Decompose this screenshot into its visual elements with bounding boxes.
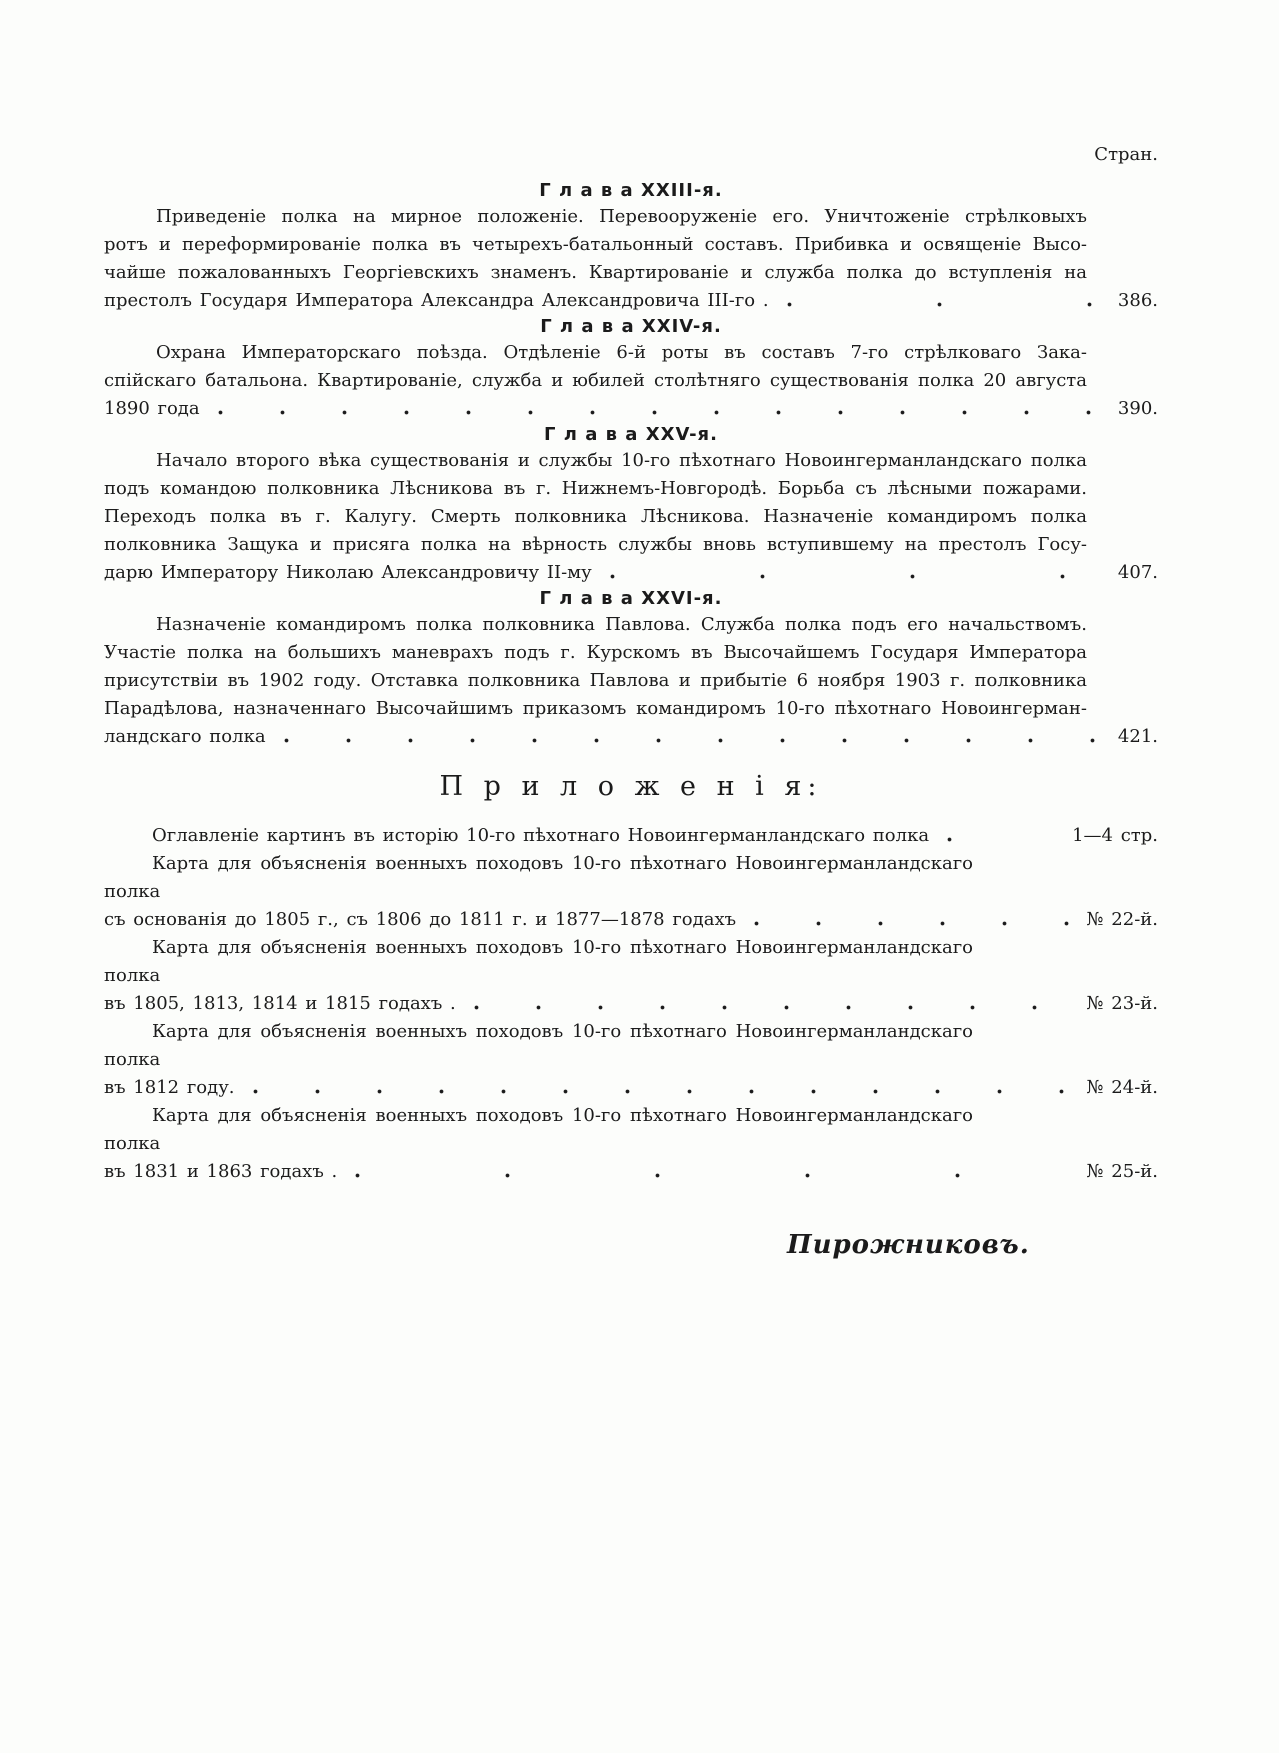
page-number: 386. <box>1117 290 1158 311</box>
appendix-item-line: Карта для объясненія военныхъ походовъ 10-го пѣхотнаго Новоингерманландскаго полка <box>104 1105 973 1154</box>
chapter-entry-25 <box>104 423 1158 587</box>
dot-leader <box>474 1005 1073 1010</box>
appendix-item-text: въ 1805, 1813, 1814 и 1815 годахъ . <box>104 993 456 1014</box>
page-number: 407. <box>1117 562 1158 583</box>
page-content <box>104 0 1158 1262</box>
chapter-text-line: Приведеніе полка на мирное положеніе. Перевооруженіе его. Уничтоженіе стрѣлковыхъ <box>156 206 1087 227</box>
appendix-item-2 <box>104 850 1158 934</box>
chapter-entry-23 <box>104 179 1158 315</box>
appendix-item-ref: 1—4 стр. <box>1072 825 1158 846</box>
pages-column-label: Стран. <box>1094 144 1158 165</box>
appendix-item-line <box>104 822 1158 850</box>
chapter-heading: Г л а в а XXIV-я. <box>540 316 722 337</box>
appendix-item-line <box>104 1074 1158 1102</box>
chapter-text-line: присутствіи въ 1902 году. Отставка полковника Павлова и прибытіе 6 ноября 1903 г. полковника <box>104 670 1087 691</box>
dot-leader <box>218 410 1104 415</box>
dot-leader <box>284 738 1104 743</box>
chapter-heading: Г л а в а XXVI-я. <box>539 588 723 609</box>
appendix-item-5 <box>104 1102 1158 1186</box>
chapter-text-line: Начало второго вѣка существованія и службы 10-го пѣхотнаго Новоингерманландскаго полка <box>156 450 1087 471</box>
dot-leader <box>355 1173 1072 1178</box>
chapter-text-line: спійскаго батальона. Квартированіе, служба и юбилей столѣтняго существованія полка 20 августа <box>104 370 1087 391</box>
appendix-item-text: Оглавленіе картинъ въ исторію 10-го пѣхотнаго Новоингерманландскаго полка <box>152 825 930 846</box>
appendix-item-text: въ 1831 и 1863 годахъ . <box>104 1161 338 1182</box>
appendix-item-line <box>104 906 1158 934</box>
dot-leader <box>947 837 1058 842</box>
appendix-item-text: въ 1812 году. <box>104 1077 235 1098</box>
appendix-item-line: Карта для объясненія военныхъ походовъ 10-го пѣхотнаго Новоингерманландскаго полка <box>104 853 973 902</box>
chapter-last-line-text: дарю Императору Николаю Александровичу II-му <box>104 562 592 583</box>
appendix-item-line <box>104 990 1158 1018</box>
appendix-item-ref: № 23-й. <box>1086 993 1158 1014</box>
page-number: 421. <box>1117 726 1158 747</box>
dot-leader <box>610 574 1104 579</box>
page-number: 390. <box>1117 398 1158 419</box>
chapter-last-line <box>104 559 1158 587</box>
chapter-text-line: Назначеніе командиромъ полка полковника Павлова. Служба полка подъ его начальствомъ. <box>156 614 1087 635</box>
chapter-entry-24 <box>104 315 1158 423</box>
chapter-text-line: чайше пожалованныхъ Георгіевскихъ знаменъ. Квартированіе и служба полка до вступленія на <box>104 262 1087 283</box>
appendix-item-text: съ основанія до 1805 г., съ 1806 до 1811 г. и 1877—1878 годахъ <box>104 909 737 930</box>
chapter-heading: Г л а в а XXIII-я. <box>539 180 723 201</box>
appendix-item-1 <box>104 822 1158 850</box>
chapter-text-line: Участіе полка на большихъ маневрахъ подъ г. Курскомъ въ Высочайшемъ Государя Императора <box>104 642 1087 663</box>
appendix-item-4 <box>104 1018 1158 1102</box>
chapter-text-line: Охрана Императорскаго поѣзда. Отдѣленіе 6-й роты въ составъ 7-го стрѣлковаго Зака- <box>156 342 1087 363</box>
chapter-last-line <box>104 395 1158 423</box>
dot-leader <box>787 302 1104 307</box>
dot-leader <box>754 921 1072 926</box>
appendix-item-ref: № 25-й. <box>1086 1161 1158 1182</box>
appendix-item-line <box>104 1158 1158 1186</box>
chapter-last-line <box>104 287 1158 315</box>
chapter-last-line <box>104 723 1158 751</box>
signature: Пирожниковъ. <box>787 1230 1030 1260</box>
appendix-item-ref: № 22-й. <box>1086 909 1158 930</box>
appendix-item-line: Карта для объясненія военныхъ походовъ 10-го пѣхотнаго Новоингерманландскаго полка <box>104 1021 973 1070</box>
chapter-entry-26 <box>104 587 1158 751</box>
appendix-item-ref: № 24-й. <box>1086 1077 1158 1098</box>
chapter-heading: Г л а в а XXV-я. <box>544 424 718 445</box>
chapter-last-line-text: престолъ Государя Императора Александра Александровича III-го . <box>104 290 769 311</box>
chapter-text-line: ротъ и переформированіе полка въ четырехъ-батальонный составъ. Прибивка и освященіе Высо- <box>104 234 1087 255</box>
chapter-last-line-text: 1890 года <box>104 398 200 419</box>
appendix-heading: П р и л о ж е н і я: <box>439 771 823 802</box>
chapter-text-line: подъ командою полковника Лѣсникова въ г. Нижнемъ-Новгородѣ. Борьба съ лѣсными пожарами. <box>104 478 1087 499</box>
chapter-text-line: полковника Защука и присяга полка на вѣрность службы вновь вступившему на престолъ Госу- <box>104 534 1087 555</box>
dot-leader <box>253 1089 1073 1094</box>
appendix-item-line: Карта для объясненія военныхъ походовъ 10-го пѣхотнаго Новоингерманландскаго полка <box>104 937 973 986</box>
chapter-text-line: Парадѣлова, назначеннаго Высочайшимъ приказомъ командиромъ 10-го пѣхотнаго Новоингерман- <box>104 698 1087 719</box>
chapter-last-line-text: ландскаго полка <box>104 726 266 747</box>
appendix-item-3 <box>104 934 1158 1018</box>
chapter-text-line: Переходъ полка въ г. Калугу. Смерть полковника Лѣсникова. Назначеніе командиромъ полка <box>104 506 1087 527</box>
